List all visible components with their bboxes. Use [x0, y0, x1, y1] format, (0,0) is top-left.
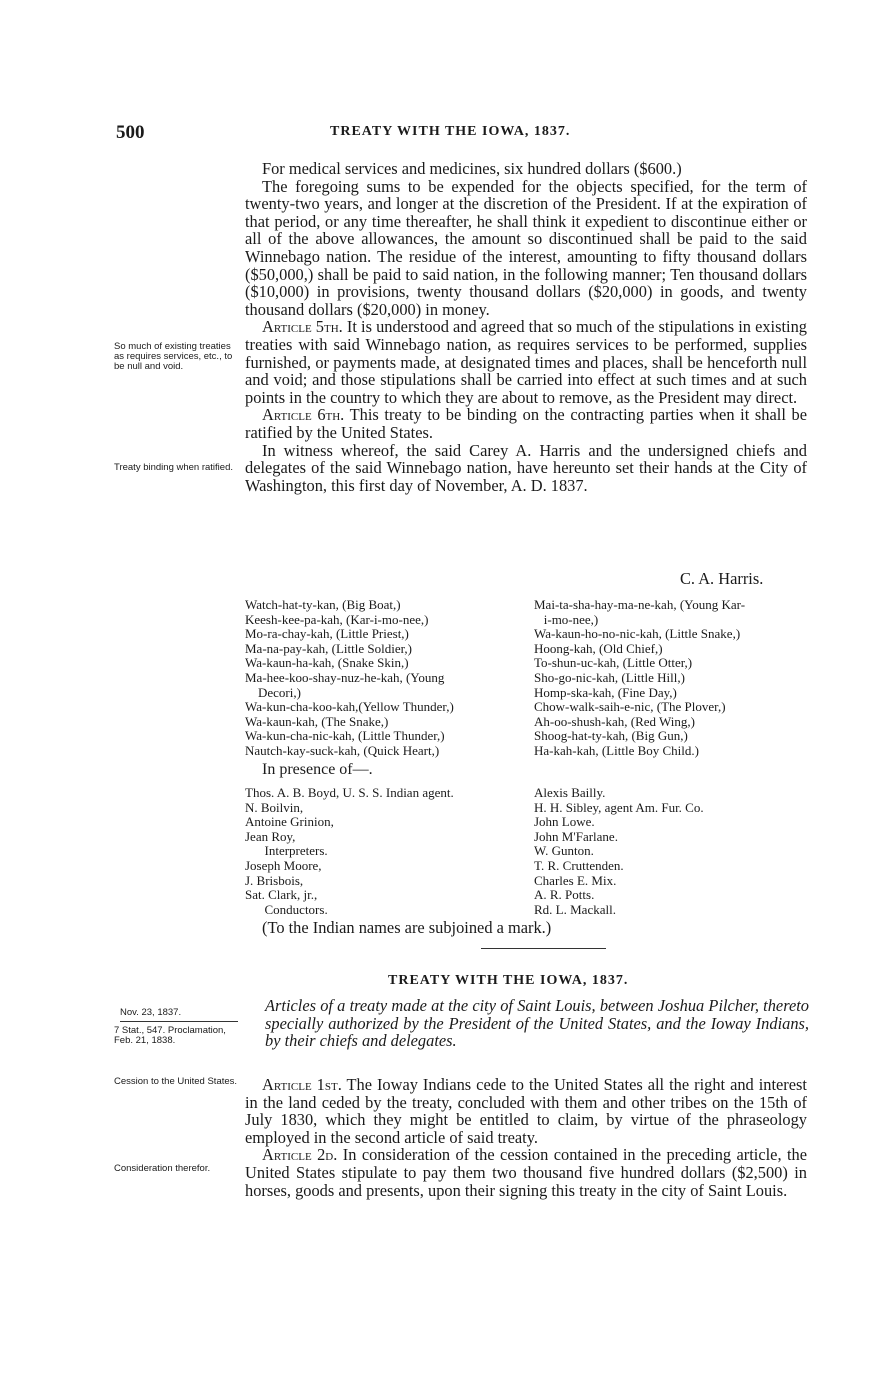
witness: H. H. Sibley, agent Am. Fur. Co. — [534, 799, 704, 815]
iowa-article-2-text: In consideration of the cession contained in the preceding article, the United States stipulate to pay them two thousand five hundred dollars ($2,500) in horses, goods and presents, upon their signing this treaty in the city of Saint Louis. — [245, 1145, 807, 1200]
signatory: Wa-kaun-ha-kah, (Snake Skin,) — [245, 655, 409, 671]
margin-note-iowa-article-1: Cession to the United States. — [114, 1076, 238, 1087]
witness: Jean Roy, — [245, 828, 296, 844]
signatory: Wa-kun-cha-koo-kah,(Yellow Thunder,) — [245, 699, 454, 715]
signatory: Wa-kun-cha-nic-kah, (Little Thunder,) — [245, 728, 445, 744]
margin-note-article-6: Treaty binding when ratified. — [114, 462, 233, 473]
signatory: Keesh-kee-pa-kah, (Kar-i-mo-nee,) — [245, 611, 429, 627]
witness-clause: In witness whereof, the said Carey A. Harris and the undersigned chiefs and delegates of the said Winnebago nation, have hereunto set their hands at the City of Washington, this first day of November, A. D. 1837. — [245, 440, 807, 495]
signatory: Nautch-kay-suck-kah, (Quick Heart,) — [245, 742, 440, 758]
margin-note-iowa-article-2: Consideration therefor. — [114, 1163, 211, 1174]
signatory: Watch-hat-ty-kan, (Big Boat,) — [245, 597, 401, 612]
signatory: Ha-kah-kah, (Little Boy Child.) — [534, 742, 699, 758]
iowa-article-1 — [245, 1076, 807, 1146]
witness: Charles E. Mix. — [534, 872, 617, 888]
witnesses-left — [245, 786, 525, 917]
witness: Interpreters. — [245, 843, 328, 859]
witness: J. Brisbois, — [245, 872, 304, 888]
article-5-label: Article 5th. — [262, 317, 343, 337]
signatory: Homp-ska-kah, (Fine Day,) — [534, 684, 677, 700]
witness: John M'Farlane. — [534, 828, 618, 844]
running-head: TREATY WITH THE IOWA, 1837. — [330, 124, 571, 139]
witness: Conductors. — [245, 901, 328, 917]
article-5-text: It is understood and agreed that so much of the stipulations in existing treaties with said Winnebago nation, as requires services to be performed, supplies furnished, or payments made, at designated times and places, shall be henceforth null and void; and those stipulations shall be carried into effect at such times and at such points in the country to which they are about to remove, as the President may direct. — [245, 317, 807, 407]
witness: Sat. Clark, jr., — [245, 887, 318, 903]
signatory: Ah-oo-shush-kah, (Red Wing,) — [534, 713, 695, 729]
witness: Antoine Grinion, — [245, 814, 334, 830]
witness: N. Boilvin, — [245, 799, 304, 815]
paragraph-medical: For medical services and medicines, six hundred dollars ($600.) — [262, 159, 682, 178]
iowa-preamble: Articles of a treaty made at the city of Saint Louis, between Joshua Pilcher, thereto specially authorized by the President of the United States, and the Ioway Indians, by their chiefs and delegates. — [265, 996, 809, 1051]
signatory: Decori,) — [245, 684, 301, 700]
witness: T. R. Cruttenden. — [534, 857, 624, 873]
paragraph-sums: The foregoing sums to be expended for the objects specified, for the term of twenty-two years, and longer at the discretion of the President. If at the expiration of that period, or any time thereafter, he shall think it expedient to discontinue either or all of the above allowances, the amount so discontinued shall be paid to the said Winnebago nation. The residue of the interest, amounting to fifty thousand dollars ($50,000,) shall be paid to said nation, in the following manner; Ten thousand dollars ($10,000) in provisions, twenty thousand dollars ($20,000) in goods, and twenty thousand dollars ($20,000) in money. — [245, 176, 807, 319]
signatory: Ma-na-pay-kah, (Little Soldier,) — [245, 640, 412, 656]
winnebago-text-block — [245, 160, 807, 494]
article-6 — [245, 406, 807, 441]
iowa-articles — [245, 1076, 807, 1199]
closing-note: (To the Indian names are subjoined a mark.) — [262, 918, 552, 937]
signatory: Chow-walk-saih-e-nic, (The Plover,) — [534, 699, 726, 715]
signer-name: C. A. Harris. — [680, 569, 764, 588]
margin-stat-note: 7 Stat., 547. Proclamation, Feb. 21, 1838. — [114, 1025, 226, 1046]
signatories-left — [245, 598, 525, 759]
witness: Thos. A. B. Boyd, U. S. S. Indian agent. — [245, 785, 454, 800]
witness: A. R. Potts. — [534, 887, 595, 903]
article-6-label: Article 6th. — [262, 405, 345, 425]
signatory: Mo-ra-chay-kah, (Little Priest,) — [245, 626, 409, 642]
section-heading: TREATY WITH THE IOWA, 1837. — [388, 973, 629, 988]
signatory: Wa-kaun-kah, (The Snake,) — [245, 713, 389, 729]
section-divider — [481, 948, 606, 949]
margin-note-article-5: So much of existing treaties as requires services, etc., to be null and void. — [114, 341, 233, 372]
iowa-article-1-text: The Ioway Indians cede to the United States all the right and interest in the land ceded by the treaty, concluded with them and other tribes on the 15th of July 1830, which they might be entitled to claim, by virtue of the phraseology employed in the second article of said treaty. — [245, 1075, 807, 1147]
signatory: Mai-ta-sha-hay-ma-ne-kah, (Young Kar- — [534, 597, 746, 612]
witness: W. Gunton. — [534, 843, 594, 859]
signatory: Shoog-hat-ty-kah, (Big Gun,) — [534, 728, 688, 744]
presence-label: In presence of—. — [262, 761, 373, 778]
witness: Rd. L. Mackall. — [534, 901, 616, 917]
signatory: Ma-hee-koo-shay-nuz-he-kah, (Young — [245, 669, 445, 685]
signatory: To-shun-uc-kah, (Little Otter,) — [534, 655, 693, 671]
signatories-right — [534, 598, 814, 759]
signatory: Hoong-kah, (Old Chief,) — [534, 640, 663, 656]
witness: Joseph Moore, — [245, 857, 322, 873]
witnesses-right — [534, 786, 814, 917]
witness: John Lowe. — [534, 814, 595, 830]
signatory: Wa-kaun-ho-no-nic-kah, (Little Snake,) — [534, 626, 741, 642]
iowa-article-2-label: Article 2d. — [262, 1145, 338, 1165]
iowa-article-1-label: Article 1st. — [262, 1075, 342, 1094]
article-5 — [245, 318, 807, 406]
margin-date-note: Nov. 23, 1837. — [120, 1007, 238, 1022]
article-6-text: This treaty to be binding on the contracting parties when it shall be ratified by the United States. — [245, 405, 807, 442]
iowa-article-2 — [245, 1146, 807, 1199]
signatory: Sho-go-nic-kah, (Little Hill,) — [534, 669, 685, 685]
signatory: i-mo-nee,) — [534, 611, 599, 627]
page-number: 500 — [116, 122, 145, 143]
witness: Alexis Bailly. — [534, 785, 606, 800]
